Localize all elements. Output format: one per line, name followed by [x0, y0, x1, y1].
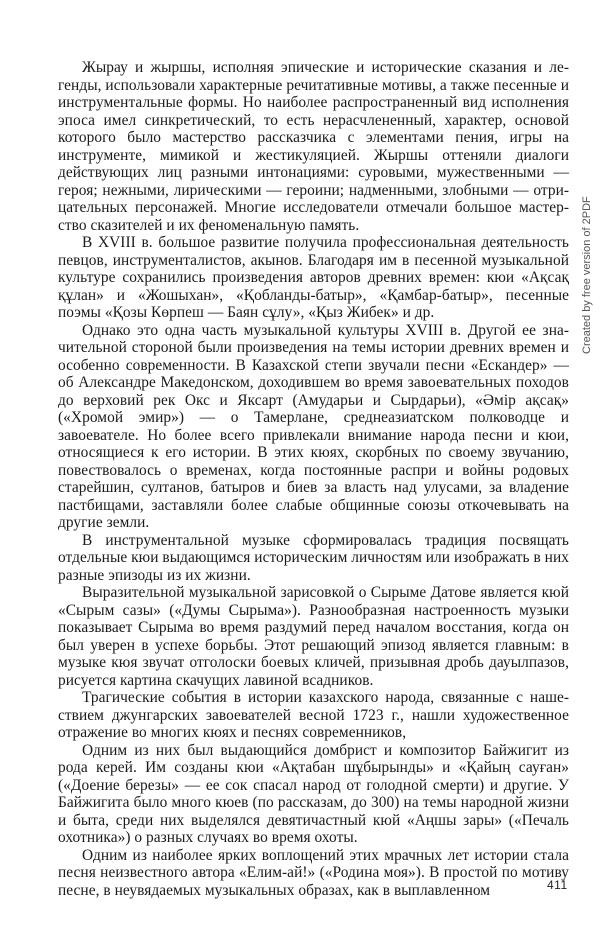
watermark: [580, 186, 596, 354]
watermark-text: Created by free version of 2PDF: [581, 196, 593, 354]
page-body: [58, 59, 569, 899]
paragraph-zhyrau: Жырау и жыршы, исполняя эпические и исторические сказания и легенды, использовали характерные речитативные мотивы, а также песенные и инструментальные формы. Но наиболее распространенный вид исполнения эпоса имел синкретический, то есть нерасчлененный, характер, основой которого было мастерство рассказчика с элементами пения, игры на инструменте, мимикой и жестикуляцией. Жыршы оттеняли диалоги действующих лиц разными интонациями: суровыми, мужественными — героя; нежными, лирическими — героини; надменными, злобными — отрицательных персонажей. Многие исследователи отмечали большое мастерство сказителей и их феноменальную память.: [58, 59, 569, 234]
page-number: 411: [547, 878, 568, 892]
paragraph-instrumental-tradition: В инструментальной музыке сформировалась традиция посвящать отдельные кюи выдающимся историческим личностям или изображать в них разные эпизоды из их жизни.: [58, 531, 569, 584]
paragraph-elim-ai: Одним из наиболее ярких воплощений этих мрачных лет истории стала песня неизвестного автора «Елим-ай!» («Родина моя»). В простой по мотиву песне, в неувядаемых музыкальных образах, как в выплавленном: [58, 846, 569, 899]
paragraph-baizhigit: Одним из них был выдающийся домбрист и композитор Байжигит из рода керей. Им созданы кюи «Ақтабан шұбырынды» и «Қайың сауған» («Доение березы» — ее сок спасал народ от голодной смерти) и другие. У Байжигита было много кюев (по рассказам, до 300) на темы народной жизни и быта, среди них выделялся девятичастный кюй «Аңшы зары» («Печаль охотника») о разных случаях во время охоты.: [58, 741, 569, 846]
paragraph-syrym-datov: Выразительной музыкальной зарисовкой о Сырыме Датове является кюй «Сырым сазы» («Думы Сырыма»). Разнообразная настроенность музыки показывает Сырыма во время раздумий перед началом восстания, когда он был уверен в успехе борьбы. Этот решающий эпизод является главным: в музыке кюя звучат отголоски боевых кличей, призывная дробь дауылпазов, рисуется картина скачущих лавиной всадников.: [58, 584, 569, 689]
paragraph-history-themes: Однако это одна часть музыкальной культуры XVIII в. Другой ее значительной стороной были произведения на темы истории древних времен и особенно современности. В Казахской степи звучали песни «Ескандер» — об Александре Македонском, доходившем во время завоевательных походов до верховий рек Окс и Яксарт (Амударьи и Сырдарьи), «Әмір ақсақ» («Хромой эмир») — о Тамерлане, среднеазиатском полководце и завоевателе. Но более всего привлекали внимание народа песни и кюи, относящиеся к его истории. В этих кюях, скорбных по своему звучанию, повествовалось о временах, когда постоянные распри и войны родовых старейшин, султанов, батыров и биев за власть над улусами, за владение пастбищами, заставляли более слабые общинные союзы откочевывать на другие земли.: [58, 321, 569, 531]
paragraph-tragic-events: Трагические события в истории казахского народа, связанные с нашествием джунгарских завоевателей весной 1723 г., нашли художественное отражение во многих кюях и песнях современников,: [58, 689, 569, 741]
paragraph-xviii-century: В XVIII в. большое развитие получила профессиональная деятельность певцов, инструменталистов, акынов. Благодаря им в песенной музыкальной культуре сохранились произведения авторов древних времен: кюи «Ақсақ құлан» и «Жошыхан», «Қобланды-батыр», «Қамбар-батыр», песенные поэмы «Қозы Көрпеш — Баян сұлу», «Қыз Жибек» и др.: [58, 234, 569, 321]
